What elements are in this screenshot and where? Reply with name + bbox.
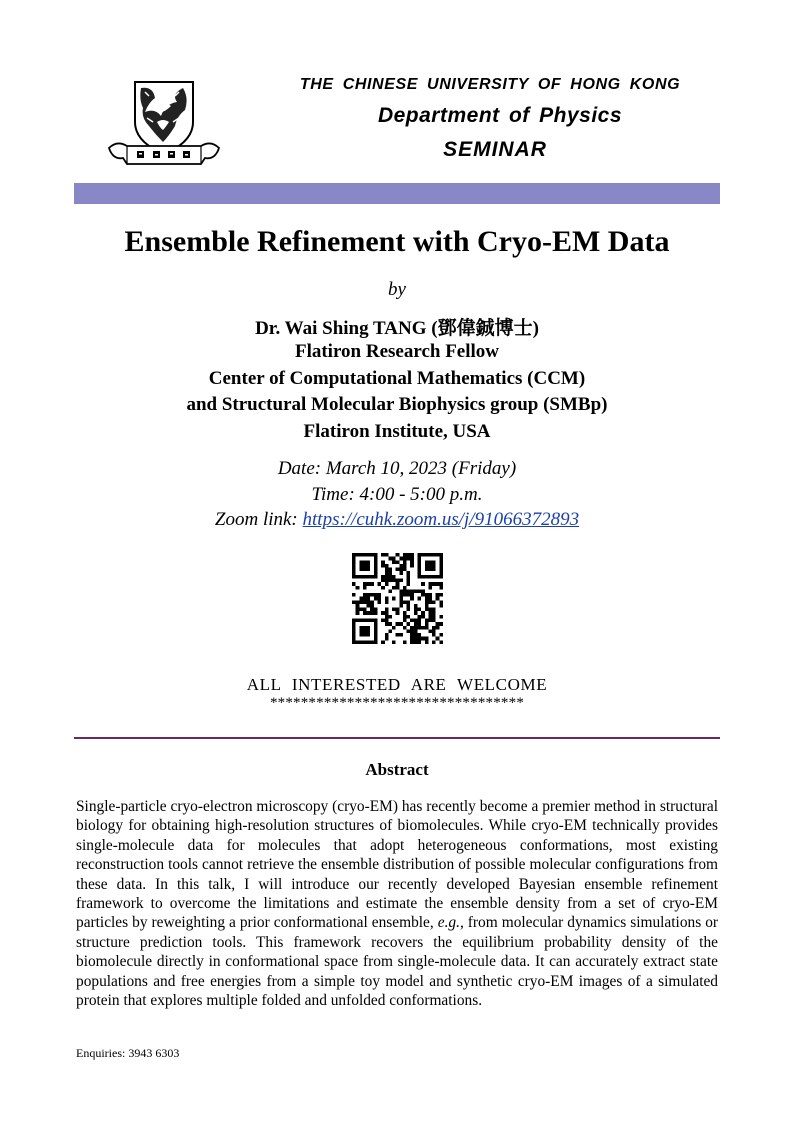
time-value: 4:00 - 5:00 p.m. [359, 484, 483, 505]
department-name: Department of Physics [377, 104, 623, 127]
enquiries: Enquiries: 3943 6303 [76, 1046, 180, 1060]
event-zoom [0, 509, 794, 531]
zoom-link[interactable]: https://cuhk.zoom.us/j/91066372893 [302, 509, 580, 530]
event-date [0, 458, 794, 480]
date-value: March 10, 2023 (Friday) [325, 458, 517, 479]
by-label: by [388, 279, 406, 300]
star-divider: ********************************* [269, 695, 525, 711]
abstract-body [76, 797, 718, 1010]
abstract-text-2: , from molecular dynamics simulations or structure prediction tools. This framework recovers the equilibrium probability density of the biomolecule directly in conformational space from single-molecule data. It can accurately extract state populations and free energies from a simple toy model and synthetic cryo-EM images of a simulated protein that explores multiple folded and unfolded conformations. [76, 914, 719, 1010]
speaker-institute: Flatiron Institute, USA [303, 421, 491, 442]
time-label: Time: [311, 484, 360, 505]
header-band [74, 183, 720, 204]
abstract-eg: e.g. [437, 914, 460, 932]
event-type: SEMINAR [443, 138, 547, 161]
date-label: Date: [277, 458, 326, 479]
seminar-title: Ensemble Refinement with Cryo-EM Data [124, 225, 670, 258]
speaker-affiliation-2: and Structural Molecular Biophysics group (SMBp) [186, 394, 608, 415]
cuhk-phoenix-crest-icon [105, 78, 223, 170]
abstract-text-1: Single-particle cryo-electron microscopy (cryo-EM) has recently become a premier method in structural biology for obtaining high-resolution structures of biomolecules. While cryo-EM technically provides single-molecule data for molecules that adopt heterogeneous conformations, most existing reconstruction tools cannot retrieve the ensemble distribution of possible molecular configurations from these data. In this talk, I will introduce our recently developed Bayesian ensemble refinement framework to overcome the limitations and estimate the ensemble density from a set of cryo-EM particles by reweighting a prior conformational ensemble, [76, 798, 718, 932]
university-name: THE CHINESE UNIVERSITY OF HONG KONG [299, 76, 681, 93]
abstract-heading: Abstract [365, 760, 429, 779]
section-rule [74, 737, 720, 739]
speaker-position: Flatiron Research Fellow [294, 341, 500, 362]
speaker-name: Dr. Wai Shing TANG (鄧偉鋮博士) [255, 318, 539, 339]
zoom-label: Zoom link: [214, 509, 303, 530]
welcome-message: ALL INTERESTED ARE WELCOME [246, 675, 548, 694]
qr-code-icon[interactable] [352, 553, 443, 644]
speaker-affiliation-1: Center of Computational Mathematics (CCM) [208, 368, 586, 389]
event-time [0, 484, 794, 506]
